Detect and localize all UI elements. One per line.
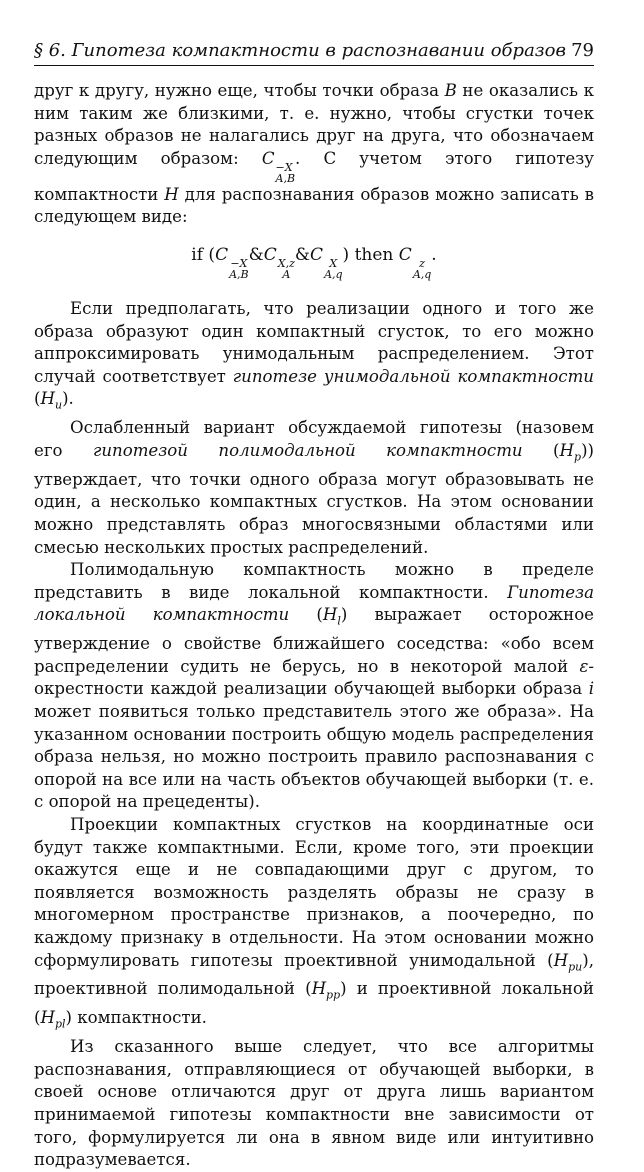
header-rule (34, 65, 594, 66)
page-number: 79 (571, 40, 594, 61)
running-header (34, 40, 594, 63)
paragraph-5: Проекции компактных сгустков на координатные оси будут также компактными. Если, кроме того, эти проекции окажутся еще и не совпадающими друг с другом, то появляется возможность разделять образы не сразу в многомерном пространстве признаков, а поочередно, по каждому признаку в отдельности. На этом основании можно сформулировать гипотезы проективной унимодальной $(H_{pu})$, проективной полимодальной $(H_{pp})$ и проективной локальной $(H_{pl})$ компактности. (34, 814, 594, 1031)
header-title: § 6. Гипотеза компактности в распознавании образов (34, 40, 566, 61)
paragraph-2: Если предполагать, что реализации одного и того же образа образуют один компактный сгусток, то его можно аппроксимировать унимодальным распределением. Этот случай соответствует гипотезе унимодальной компактности $(H_u)$. (34, 298, 594, 412)
book-page (34, 40, 594, 1172)
paragraph-1: друг к другу, нужно еще, чтобы точки образа B не оказались к ним таким же близкими, т. е. нужно, чтобы сгустки точек разных образов не налагались друг на друга, что обозначаем следующим образом: C −X A,B . С учетом этого гипотезу компактности H для распознавания образов можно записать в следующем виде: (34, 81, 595, 227)
paragraph-4: Полимодальную компактность можно в пределе представить в виде локальной компактности. Гипотеза локальной компактности $(H_l)$ выражает осторожное утверждение о свойстве ближайшего соседства: «обо всем распределении судить не берусь, но в некоторой малой ε-окрестности каждой реализации обучающей выборки образа i может появиться только представитель этого же образа». На указанном основании построить общую модель распределения образа нельзя, но можно построить правило распознавания с опорой на все или на часть объектов обучающей выборки (т. е. с опорой на прецеденты). (34, 560, 595, 812)
paragraph-6: Из сказанного выше следует, что все алгоритмы распознавания, отправляющиеся от обучающей выборки, в своей основе отличаются друг от друга лишь вариантом принимаемой гипотезы компактности вне зависимости от того, формулируется ли она в явном виде или интуитивно подразумевается. (34, 1037, 594, 1170)
formula: if (C −X A,B &C X,z A &C X A,q ) then C z A,q . (191, 244, 437, 281)
paragraph-3: Ослабленный вариант обсуждаемой гипотезы (назовем его гипотезой полимодальной компактности $(H_p)$) утверждает, что точки одного образа могут образовывать не один, а несколько компактных сгустков. На этом основании можно представлять образ многосвязными областями или смесью нескольких простых распределений. (34, 418, 595, 557)
